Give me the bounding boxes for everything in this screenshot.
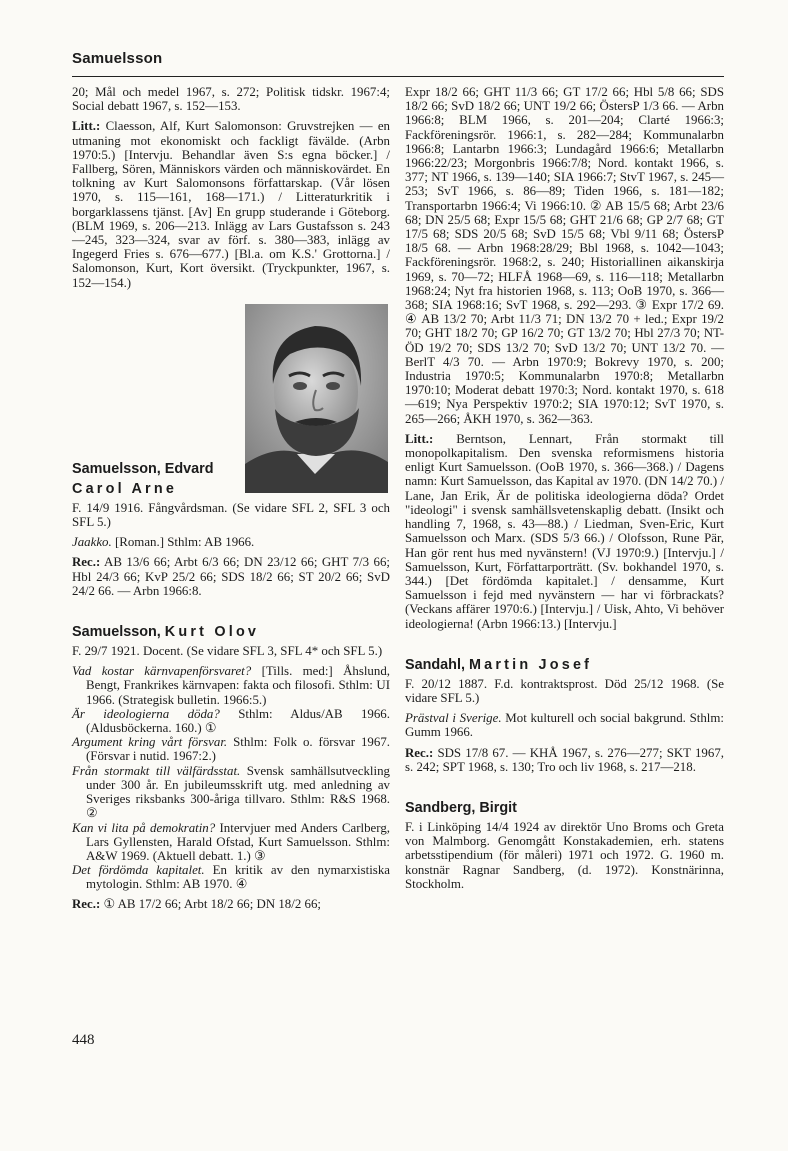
sandahl-heading: [405, 657, 724, 674]
kurt-litt-label: Litt.:: [405, 431, 434, 446]
edvard-bio: F. 14/9 1916. Fångvårdsman. (Se vidare SFL 2, SFL 3 och SFL 5.): [72, 500, 390, 530]
running-head: Samuelsson: [72, 50, 163, 67]
kurt-heading-surname: Samuelsson,: [72, 624, 161, 641]
kurt-work-item: [72, 735, 390, 763]
sandahl-bio: F. 20/12 1887. F.d. kontraktsprost. Död 25/12 1968. (Se vidare SFL 5.): [405, 676, 724, 705]
edvard-heading-surname: Samuelsson, Edvard: [72, 460, 214, 477]
kurt-litt-text: Berntson, Lennart, Från stormakt till monopolkapitalism. Den svenska reformismens historia enligt Kurt Samuelsson. (OoB 1970, s. 366—368.) / Dagens namn: Kurt Samuelsson, das Kapital av 1970. (DN 14/2 70.) / Lane, Jan Erik, Är de politiska ideologierna döda? Ordet "ideologi" i svensk samhällsvetenskaplig debatt. (Insikt och handling 7, 1968, s. 43—88.) / Liedman, Sven-Eric, Kurt Samuelsson och Marx. (SDS 5/3 66.) / Olofsson, Rune Pär, Han gör rent hus med nyvänstern! (VJ 1970:9.) [Intervju.] / Samuelsson, Kurt, Författarporträtt. (Sv. bokhandel 1970, s. 344.) [Det fördömda kapitalet.] / densamme, Kurt Samuelsson i fejd med nyvänstern — har vi förbrackats? (Veckans affärer 1970:6.) [Intervju.] / Uisk, Ahto, Vi behöver ideologierna! (Arbn 1966:13.) [Intervju.]: [405, 431, 724, 631]
kurt-work-item: [72, 821, 390, 864]
sandberg-heading: Sandberg, Birgit: [405, 799, 517, 816]
kurt-work-item: [72, 863, 390, 891]
left-column: [72, 85, 390, 917]
kurt-rec-text: ① AB 17/2 66; Arbt 18/2 66; DN 18/2 66;: [103, 896, 321, 911]
kurt-litt-paragraph: [405, 432, 724, 631]
sandahl-work-title: Prästval i Sverige.: [405, 711, 502, 726]
header-rule: [72, 76, 724, 77]
continued-text: 20; Mål och medel 1967, s. 272; Politisk tidskr. 1967:4; Social debatt 1967, s. 152—153.: [72, 85, 390, 114]
kurt-rec: [72, 897, 390, 911]
kurt-work-rest: [Tills. med:] Åhslund, Bengt, Frankrikes kärnvapen: fakta och filosofi. Sthlm: UI 1966. (Strategisk bulletin. 1966:5.): [86, 664, 390, 707]
portrait-image: [245, 304, 388, 493]
sandahl-heading-given: Martin Josef: [468, 656, 593, 673]
litt-paragraph: [72, 119, 390, 289]
kurt-work-title: Vad kostar kärnvapenförsvaret?: [72, 664, 252, 679]
kurt-rec-label: Rec.:: [72, 896, 101, 911]
kurt-work-title: Är ideologierna döda?: [72, 706, 220, 721]
edvard-work: [72, 535, 390, 549]
kurt-rec-continued: Expr 18/2 66; GHT 11/3 66; GT 17/2 66; Hbl 5/8 66; SDS 18/2 66; SvD 18/2 66; UNT 19/2 66; ÖstersP 1/3 66. — Arbn 1966:8; BLM 1966, s. 201—204; Clarté 1966:3; Fackföreningsrör. 1966:1, s. 282—284; Kommunalarbn 1966:8; Lantarbn 1966:3; Lundagård 1966:6; Metallarbn 1966:22/23; Morgonbris 1966:7/8; Nord. kontakt 1966, s. 377; NT 1966, s. 139—140; SIA 1966:7; StvT 1967, s. 245—253; SvT 1966, s. 86—89; Tiden 1966, s. 181—182; Transportarbn 1966:4; Vi 1966:10. ② AB 15/5 68; Arbt 23/6 68; DN 25/5 68; Expr 15/5 68; GHT 21/6 68; GP 2/7 68; GT 17/5 68; SDS 20/5 68; SvD 15/5 68; Vbl 9/11 68; ÖstersP 18/5 68. — Arbn 1968:28/29; Bbl 1968, s. 1042—1043; Fackföreningsrör. 1968:2, s. 240; Historiallinen aikanskirja 1969, s. 70—72; HLFÅ 1968—69, s. 116—118; Metallarbn 1968:24; Nyt fra historien 1968, s. 113; OoB 1970, s. 366—368; SIA 1968:16; SvT 1968, s. 292—293. ③ Expr 17/2 69. ④ AB 13/2 70; Arbt 11/3 71; DN 13/2 70 + led.; Expr 19/2 70; GHT 18/2 70; GP 16/2 70; GT 13/2 70; Hbl 27/3 70; NT-ÖD 19/2 70; SDS 13/2 70; SvD 13/2 70; UNT 13/2 70. — BerlT 4/3 70. — Arbn 1970:9; Bokrevy 1970, s. 200; Industria 1970:5; Kommunalarbn 1970:8; Metallarbn 1970:10; Moderat debatt 1970:3; Nord. kontakt 1970, s. 618—619; Nya Perspektiv 1970:2; SIA 1970:12; SvT 1970, s. 265—266; ÅKH 1970, s. 362—363.: [405, 85, 724, 426]
sandberg-bio: F. i Linköping 14/4 1924 av direktör Uno Broms och Greta von Malmborg. Genomgått Konstakademien, erh. statens arbetsstipendium (för måleri) 1971 och 1972. G. 1960 m. konstnär Ragnar Sandberg, (d. 1972). Konstnärinna, Stockholm.: [405, 819, 724, 891]
kurt-works-list: [72, 664, 390, 891]
author-portrait: [245, 304, 388, 493]
edvard-rec: [72, 555, 390, 598]
kurt-work-item: [72, 664, 390, 707]
kurt-bio: F. 29/7 1921. Docent. (Se vidare SFL 3, SFL 4* och SFL 5.): [72, 644, 383, 659]
kurt-work-rest: Intervjuer med Anders Carlberg, Lars Gyllensten, Harald Ofstad, Kurt Samuelsson. Sthlm: A&W 1969. (Aktuell debatt. 1.) ③: [86, 820, 390, 863]
kurt-work-item: [72, 764, 390, 821]
edvard-heading-given: Carol Arne: [72, 480, 178, 497]
kurt-work-title: Kan vi lita på demokratin?: [72, 820, 216, 835]
litt-label: Litt.:: [72, 119, 101, 134]
kurt-work-rest: Sthlm: Folk o. försvar 1967. (Försvar i nutid. 1967:2.): [86, 735, 390, 764]
sandahl-rec-text: SDS 17/8 67. — KHÅ 1967, s. 276—277; SKT 1967, s. 242; SPT 1968, s. 130; Tro och liv 1968, s. 217—218.: [405, 745, 724, 774]
kurt-work-item: [72, 707, 390, 735]
kurt-work-rest: En kritik av den nymarxistiska mytologin. Sthlm: AB 1970. ④: [86, 863, 390, 892]
kurt-heading-given: Kurt Olov: [164, 624, 260, 641]
page-number: 448: [72, 1032, 95, 1048]
edvard-work-title: Jaakko.: [72, 535, 112, 550]
sandahl-rec-label: Rec.:: [405, 745, 434, 760]
kurt-work-rest: Sthlm: Aldus/AB 1966. (Aldusböckerna. 160.) ①: [86, 706, 390, 736]
edvard-heading: [72, 461, 242, 501]
edvard-rec-label: Rec.:: [72, 555, 101, 570]
edvard-rec-text: AB 13/6 66; Arbt 6/3 66; DN 23/12 66; GHT 7/3 66; Hbl 24/3 66; KvP 25/2 66; SDS 18/2 66; ST 20/2 66; SvD 24/2 66. — Arbn 1966:8.: [72, 555, 391, 598]
sandahl-heading-surname: Sandahl,: [405, 656, 465, 673]
portrait-block: [72, 304, 390, 501]
sandahl-work: [405, 711, 724, 739]
sandahl-rec: [405, 746, 724, 774]
sandahl-work-rest: Mot kulturell och social bakgrund. Sthlm: Gumm 1966.: [405, 711, 724, 740]
right-column: [405, 85, 724, 897]
kurt-heading: [72, 624, 390, 641]
kurt-work-title: Från stormakt till välfärdsstat.: [72, 763, 241, 778]
kurt-work-rest: Svensk samhällsutveckling under 300 år. En jubileumsskrift utg. med anledning av Sveriges riksbanks 300-åriga tillvaro. Sthlm: R&S 1968. ②: [86, 763, 390, 821]
kurt-work-title: Det fördömda kapitalet.: [72, 863, 205, 878]
edvard-work-rest: [Roman.] Sthlm: AB 1966.: [114, 535, 255, 550]
kurt-work-title: Argument kring vårt försvar.: [72, 735, 228, 750]
litt-text: Claesson, Alf, Kurt Salomonson: Gruvstrejken — en utmaning mot ekonomiskt och fackligt fävälde. (Arbn 1970:5.) [Intervju. Behandlar även S:s egna böcker.] / Fallberg, Sören, Människors värden och människovärdet. En tolkning av Kurt Salomonsons författarskap. (Vår lösen 1970, s. 115—161, 168—171.) / Litteraturkritik i borgarklassens tjänst. [Av] En grupp studerande i Göteborg. (BLM 1969, s. 206—213. Inlägg av Lars Gustafsson s. 243—245, 323—324, svar av förf. s. 380—383, inlägg av Ingegerd Fries s. 676—677.) [Bl.a. om K.S.' Grottorna.] / Salomonson, Kurt, Kort översikt. (Tryckpunkter, 1967, s. 152—154.): [72, 119, 390, 290]
